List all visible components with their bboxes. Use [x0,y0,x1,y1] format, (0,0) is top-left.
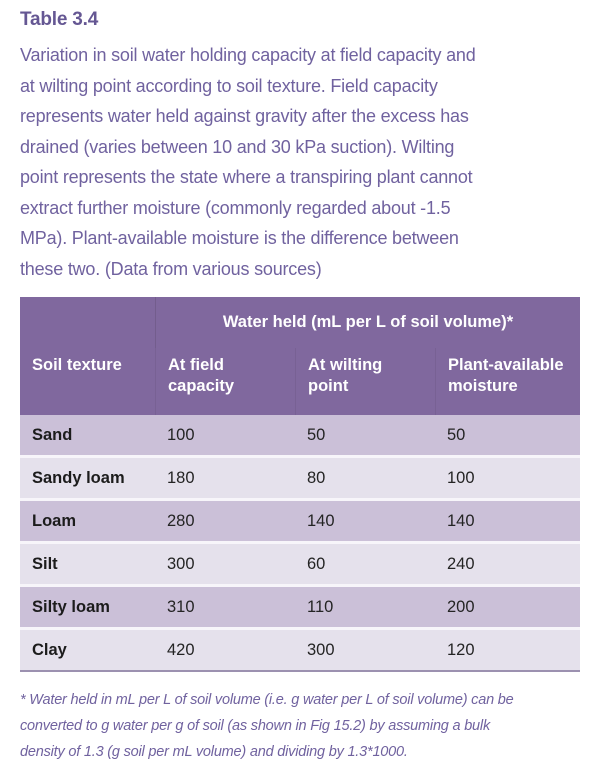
value-cell: 100 [435,458,580,501]
table-row [20,587,580,630]
col-header-label: Soil texture [32,356,122,374]
value-cell: 420 [155,630,295,672]
value-cell: 80 [295,458,435,501]
caption-line: point represents the state where a transpiring plant cannot [20,167,473,187]
table-row [20,415,580,458]
texture-cell: Silt [20,544,155,587]
table-caption [20,40,580,284]
caption-line: represents water held against gravity after the excess has [20,106,469,126]
table-row [20,501,580,544]
footnote-line: density of 1.3 (g soil per mL volume) and dividing by 1.3*1000. [20,744,408,760]
value-cell: 280 [155,501,295,544]
footnote-line: converted to g water per g of soil (as shown in Fig 15.2) by assuming a bulk [20,718,490,734]
table-row [20,458,580,501]
footnote [20,687,580,765]
table-row [20,544,580,587]
value-cell: 50 [295,415,435,458]
caption-line: these two. (Data from various sources) [20,258,322,279]
value-cell: 240 [435,544,580,587]
col-header-field-capacity [155,348,295,415]
texture-cell: Loam [20,501,155,544]
col-header-label-line: point [308,377,349,395]
span-header-row [20,297,580,348]
value-cell: 140 [295,501,435,544]
span-header-cell: Water held (mL per L of soil volume)* [155,297,580,348]
caption-line: drained (varies between 10 and 30 kPa suction). Wilting [20,136,455,157]
col-header-wilting-point [295,348,435,415]
col-header-label-line: At wilting [308,356,383,374]
value-cell: 140 [435,501,580,544]
col-header-label-line: capacity [168,377,235,395]
caption-line: Variation in soil water holding capacity at field capacity and [20,45,476,65]
caption-line: MPa). Plant-available moisture is the difference between [20,228,459,248]
col-header-label-line: Plant-available [448,356,564,374]
texture-cell: Sandy loam [20,458,155,501]
table-title: Table 3.4 [20,9,99,30]
value-cell: 110 [295,587,435,630]
corner-cell [20,297,155,348]
col-header-soil-texture [20,348,155,415]
texture-cell: Sand [20,415,155,458]
value-cell: 180 [155,458,295,501]
col-header-label-line: moisture [448,377,518,395]
col-header-label-line: At field [168,356,224,374]
value-cell: 200 [435,587,580,630]
texture-cell: Silty loam [20,587,155,630]
column-header-row [20,348,580,415]
footnote-line: * Water held in mL per L of soil volume (i.e. g water per L of soil volume) can be [20,692,514,708]
texture-cell: Clay [20,630,155,672]
col-header-plant-available [435,348,580,415]
caption-line: at wilting point according to soil texture. Field capacity [20,75,438,96]
value-cell: 50 [435,415,580,458]
value-cell: 100 [155,415,295,458]
value-cell: 120 [435,630,580,672]
caption-line: extract further moisture (commonly regarded about -1.5 [20,197,451,218]
value-cell: 300 [155,544,295,587]
soil-water-table [20,297,580,672]
value-cell: 300 [295,630,435,672]
table-row [20,630,580,672]
value-cell: 310 [155,587,295,630]
value-cell: 60 [295,544,435,587]
